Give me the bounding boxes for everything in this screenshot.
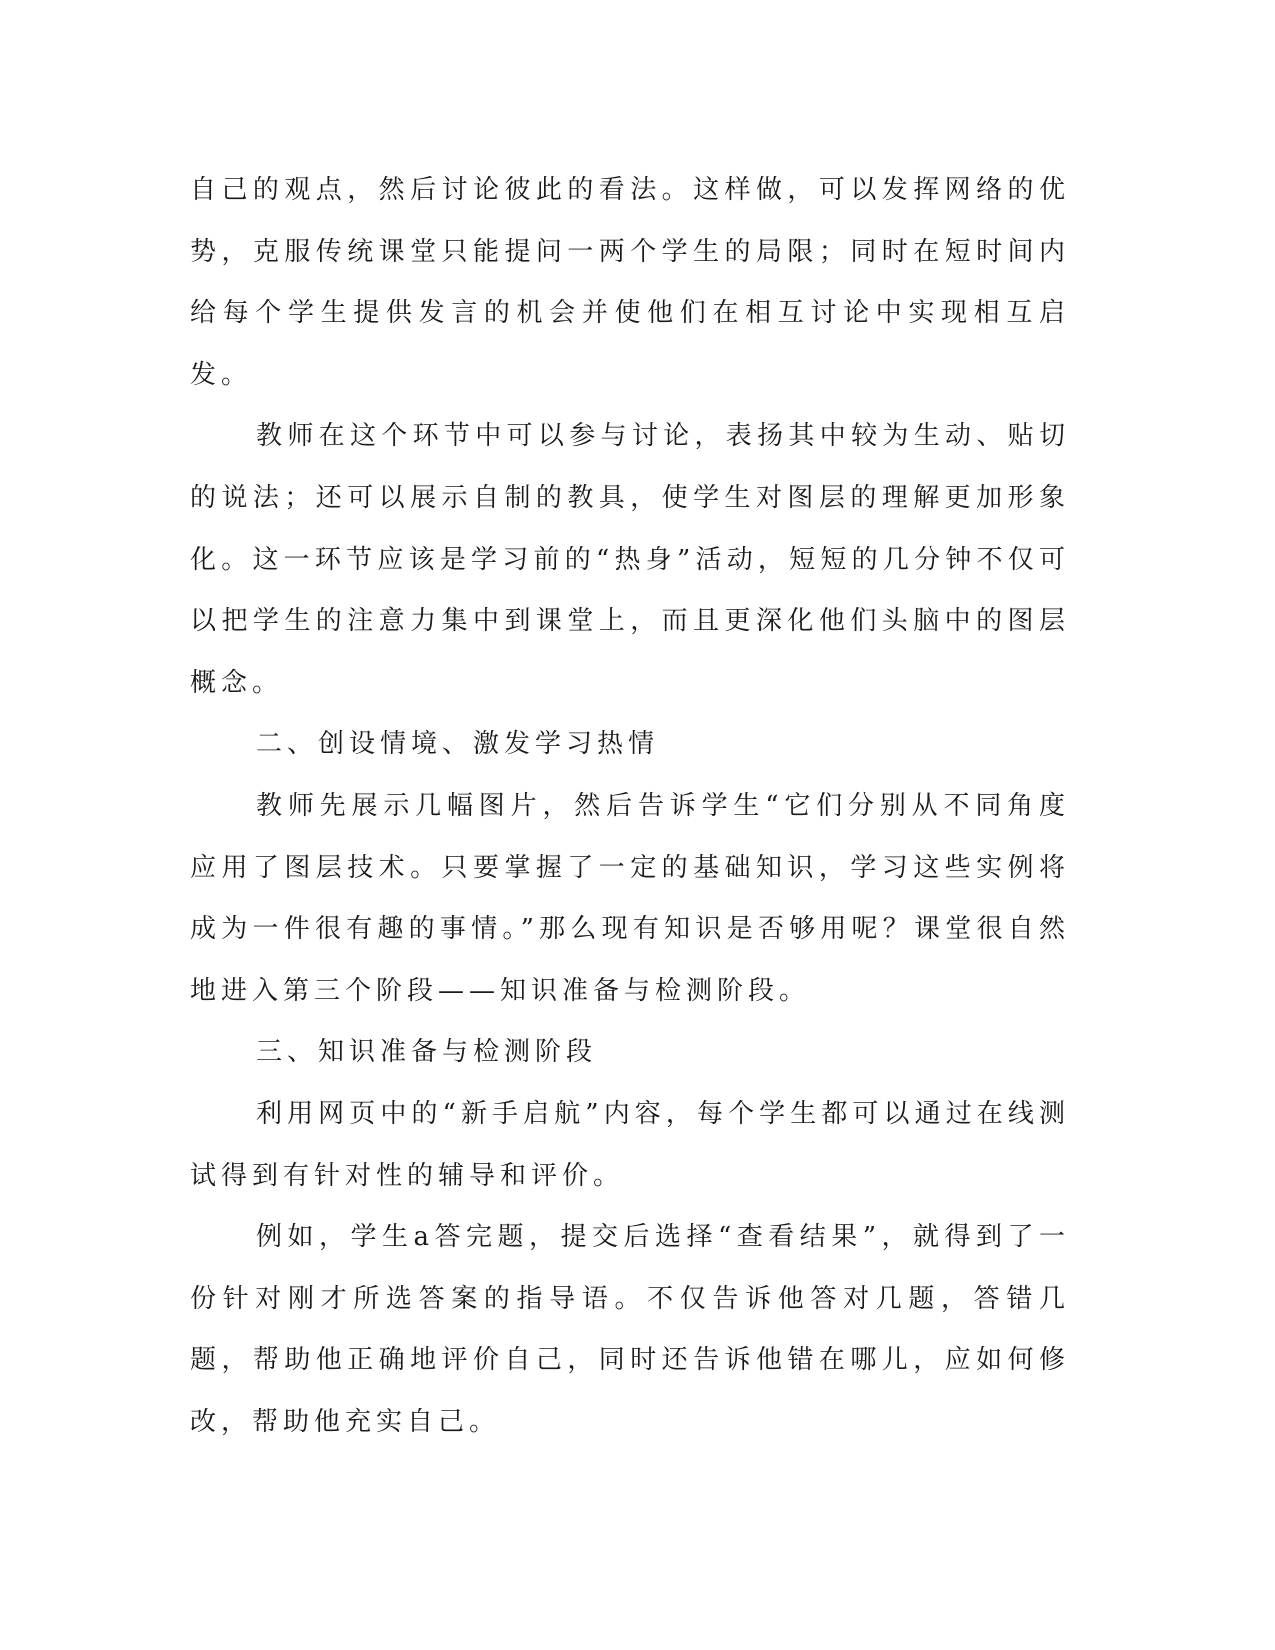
paragraph-example: 例如，学生a答完题，提交后选择“查看结果”，就得到了一份针对刚才所选答案的指导语。不仅告诉他答对几题，答错几题，帮助他正确地评价自己，同时还告诉他错在哪儿，应如何修改，帮助他充实自己。 xyxy=(190,1222,1070,1437)
paragraph-continuation: 自己的观点，然后讨论彼此的看法。这样做，可以发挥网络的优势，克服传统课堂只能提问一两个学生的局限；同时在短时间内给每个学生提供发言的机会并使他们在相互讨论中实现相互启发。 xyxy=(190,175,1070,390)
paragraph-online-test: 利用网页中的“新手启航”内容，每个学生都可以通过在线测试得到有针对性的辅导和评价。 xyxy=(190,1098,1070,1191)
section-heading-3: 三、知识准备与检测阶段 xyxy=(256,1037,598,1068)
paragraph-teacher-discussion: 教师在这个环节中可以参与讨论，表扬其中较为生动、贴切的说法；还可以展示自制的教具，使学生对图层的理解更加形象化。这一环节应该是学习前的“热身”活动，短短的几分钟不仅可以把学生的注意力集中到课堂上，而且更深化他们头脑中的图层概念。 xyxy=(190,421,1070,698)
paragraph-show-images: 教师先展示几幅图片，然后告诉学生“它们分别从不同角度应用了图层技术。只要掌握了一定的基础知识，学习这些实例将成为一件很有趣的事情。”那么现有知识是否够用呢？课堂很自然地进入第三个阶段——知识准备与检测阶段。 xyxy=(190,790,1070,1006)
section-heading-2: 二、创设情境、激发学习热情 xyxy=(256,729,660,760)
document-body xyxy=(190,160,1070,1453)
